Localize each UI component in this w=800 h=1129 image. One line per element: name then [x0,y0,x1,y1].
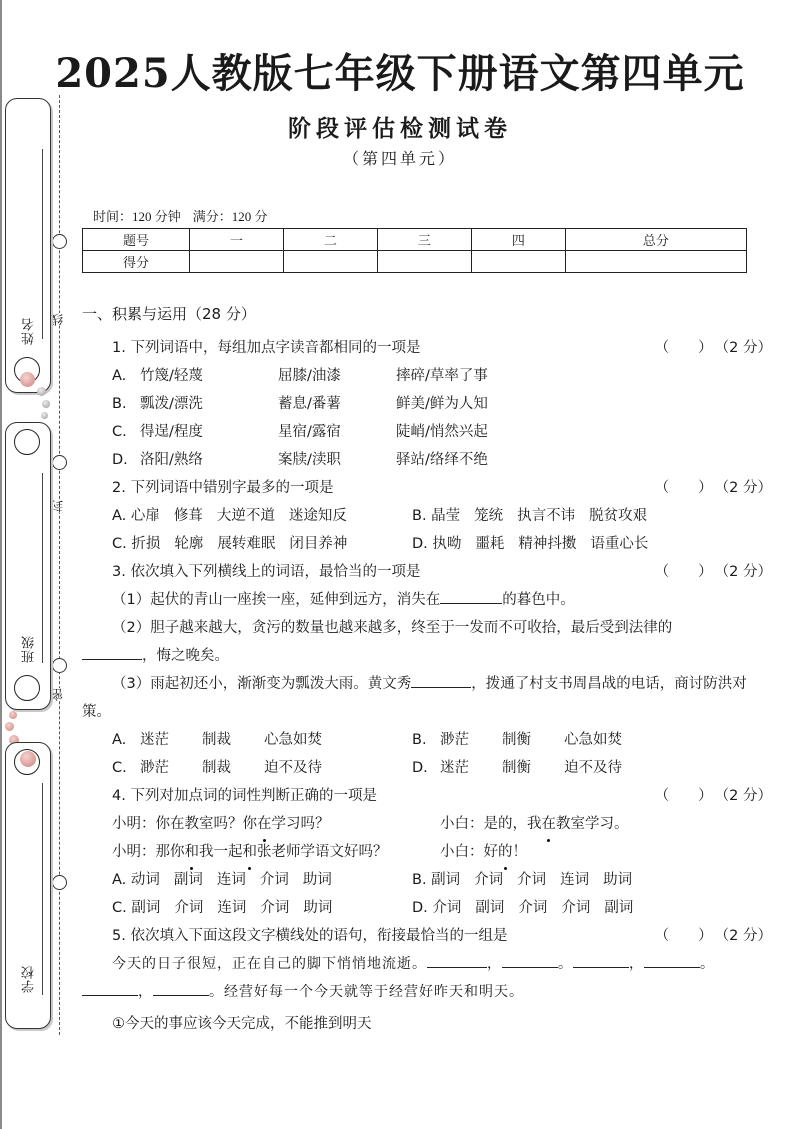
question-5-choice-1: ①今天的事应该今天完成，不能推到明天 [112,1016,372,1032]
decorative-bead [20,372,35,387]
question-1-option-b[interactable]: B. 瓢泼/漂洗 蓄息/番薯 鲜美/鲜为人知 [112,396,488,412]
unit-note: （第四单元） [342,149,457,168]
fill-blank[interactable] [82,644,142,660]
question-3-sentence-2: （2）胆子越来越大，贪污的数量也越来越多，终至于一发而不可收拾，最后受到法律的 [112,620,673,636]
question-3-option-a[interactable]: A. 迷茫 制裁 心急如焚 [112,732,322,748]
score-entry-cell[interactable] [471,251,565,273]
question-4-dialog-1: 小明：你在教室吗？你在学习吗？ 小白：是的，我在教室学习。 [82,810,772,838]
page-edge [0,0,2,1129]
fill-blank[interactable] [440,588,502,604]
question-4-option-b[interactable]: B. 副词 介词 介词 连词 助词 [412,872,633,888]
question-3-sentence-3: （3）雨起初还小，渐渐变为瓢泼大雨。黄文秀 ，拨通了村支书周昌战的电话，商讨防洪对策。 [82,670,772,726]
emphasis-dot-char: 和 [243,838,258,866]
fold-circle-icon [52,875,67,890]
decorative-bead [41,412,48,419]
question-4-dialog-2: 小明：那你和我一起和张老师学语文好吗？ 小白：好的！ [82,838,772,866]
question-4-options-ab [82,866,772,894]
question-3-options-cd [82,754,772,782]
question-1-option-a[interactable]: A. 竹篾/轻蔑 屈膝/油漆 摔碎/草率了事 [112,368,488,384]
question-4-option-c[interactable]: C. 副词 介词 连词 介词 助词 [112,900,333,916]
fill-blank[interactable] [427,952,487,968]
class-field-card[interactable] [5,422,51,710]
exam-full-score: 满分：120 分 [192,209,268,224]
question-2-stem: 2. 下列词语中错别字最多的一项是 （ ） （2 分） [82,474,772,502]
question-2-options-ab [82,502,772,530]
answer-paren[interactable]: （ ） [654,928,713,944]
question-4-stem: 4. 下列对加点词的词性判断正确的一项是 （ ） （2 分） [82,782,772,810]
question-4-option-d[interactable]: D. 介词 副词 介词 介词 副词 [412,900,634,916]
score-table-cell: 一 [190,229,284,251]
question-3-options-ab [82,726,772,754]
fold-mark-secret: 密 [51,688,66,701]
question-3-stem: 3. 依次填入下列横线上的词语，最恰当的一项是 （ ） （2 分） [82,558,772,586]
fill-blank[interactable] [644,952,700,968]
fill-blank[interactable] [82,980,138,996]
question-2-option-c[interactable]: C. 折损 轮廓 展转难眠 闭目养神 [112,536,348,552]
score-entry-cell[interactable] [565,251,746,273]
score-entry-cell[interactable] [190,251,284,273]
decorative-bead [5,722,14,731]
question-5-passage-line-1: 今天的日子很短，正在自己的脚下悄悄地流逝。 ， 。 ， 。 [82,950,772,978]
emphasis-dot-char: 的 [498,838,513,866]
question-3-option-b[interactable]: B. 渺茫 制衡 心急如焚 [412,732,622,748]
ring-icon [14,429,40,455]
question-3-sentence-2-cont: ，悔之晚矣。 [82,642,772,670]
question-2-option-a[interactable]: A. 心扉 修葺 大逆不道 迷途知反 [112,508,347,524]
score-entry-cell[interactable] [283,251,377,273]
school-field-label: 学校 [22,965,37,993]
question-2-options-cd [82,530,772,558]
emphasis-dot-char: 和 [185,838,200,866]
fill-blank[interactable] [502,952,558,968]
question-1-stem: 1. 下列词语中，每组加点字读音都相同的一项是 （ ） （2 分） [82,334,772,362]
class-field-label: 班级 [22,635,37,663]
school-blank-line[interactable] [42,783,43,995]
question-5-points: （ ） （2 分） [655,922,772,950]
answer-paren[interactable]: （ ） [654,564,713,580]
exam-content [82,300,772,1038]
exam-time: 时间：120 分钟 [93,209,181,224]
decorative-bead [37,387,46,396]
fold-circle-icon [52,234,67,249]
school-field-card[interactable] [5,742,51,1029]
question-1-points: （ ） （2 分） [655,334,772,362]
question-1-option-c[interactable]: C. 得逞/程度 星宿/露宿 陡峭/悄然兴起 [112,424,488,440]
sub-title: 阶段评估检测试卷 [288,115,512,142]
answer-paren[interactable]: （ ） [654,480,713,496]
question-2-option-d[interactable]: D. 执呦 噩耗 精神抖擞 语重心长 [412,536,649,552]
fill-blank[interactable] [573,952,629,968]
score-table-cell: 三 [377,229,471,251]
score-entry-cell[interactable] [377,251,471,273]
question-4-option-a[interactable]: A. 动词 副词 连词 介词 助词 [112,872,332,888]
fold-circle-icon [52,658,67,673]
answer-paren[interactable]: （ ） [654,788,713,804]
main-title: 2025人教版七年级下册语文第四单元 [55,50,745,97]
emphasis-dot-char: 在 [542,810,557,838]
score-row-label: 得分 [83,251,190,273]
question-3-option-d[interactable]: D. 迷茫 制衡 迫不及待 [412,760,622,776]
emphasis-dot-char: 在 [257,810,272,838]
question-3-option-c[interactable]: C. 渺茫 制裁 迫不及待 [112,760,322,776]
question-1-option-d[interactable]: D. 洛阳/熟络 案牍/渎职 驿站/络绎不绝 [112,452,488,468]
score-table [82,228,747,273]
ring-icon [14,675,40,701]
decorative-bead [20,751,36,767]
score-table-cell: 题号 [83,229,190,251]
score-table-cell: 二 [283,229,377,251]
question-4-points: （ ） （2 分） [655,782,772,810]
decorative-bead [9,711,17,719]
score-table-score-row [83,251,747,273]
fold-mark-line: 线 [51,313,66,326]
question-2-points: （ ） （2 分） [655,474,772,502]
question-5-passage-line-2: ， 。经营好每一个今天就等于经营好昨天和明天。 [82,978,772,1006]
question-2-option-b[interactable]: B. 晶莹 笼统 执言不讳 脱贫攻艰 [412,508,648,524]
section-title: 一、积累与运用（28 分） [82,305,256,323]
fill-blank[interactable] [411,672,471,688]
decorative-bead [42,400,50,408]
score-table-cell: 四 [471,229,565,251]
question-3-points: （ ） （2 分） [655,558,772,586]
answer-paren[interactable]: （ ） [654,340,713,356]
fold-mark-seal: 封 [51,500,66,513]
score-table-header-row [83,229,747,251]
fill-blank[interactable] [153,980,209,996]
class-blank-line[interactable] [42,473,43,663]
name-blank-line[interactable] [42,149,43,339]
question-5-stem: 5. 依次填入下面这段文字横线处的语句，衔接最恰当的一组是 （ ） （2 分） [82,922,772,950]
exam-meta [93,206,268,225]
question-4-options-cd [82,894,772,922]
name-field-label: 姓名 [22,317,37,345]
question-3-sentence-1: （1）起伏的青山一座挨一座，延伸到远方，消失在 的暮色中。 [82,586,772,614]
fold-circle-icon [52,455,67,470]
score-table-cell: 总分 [565,229,746,251]
